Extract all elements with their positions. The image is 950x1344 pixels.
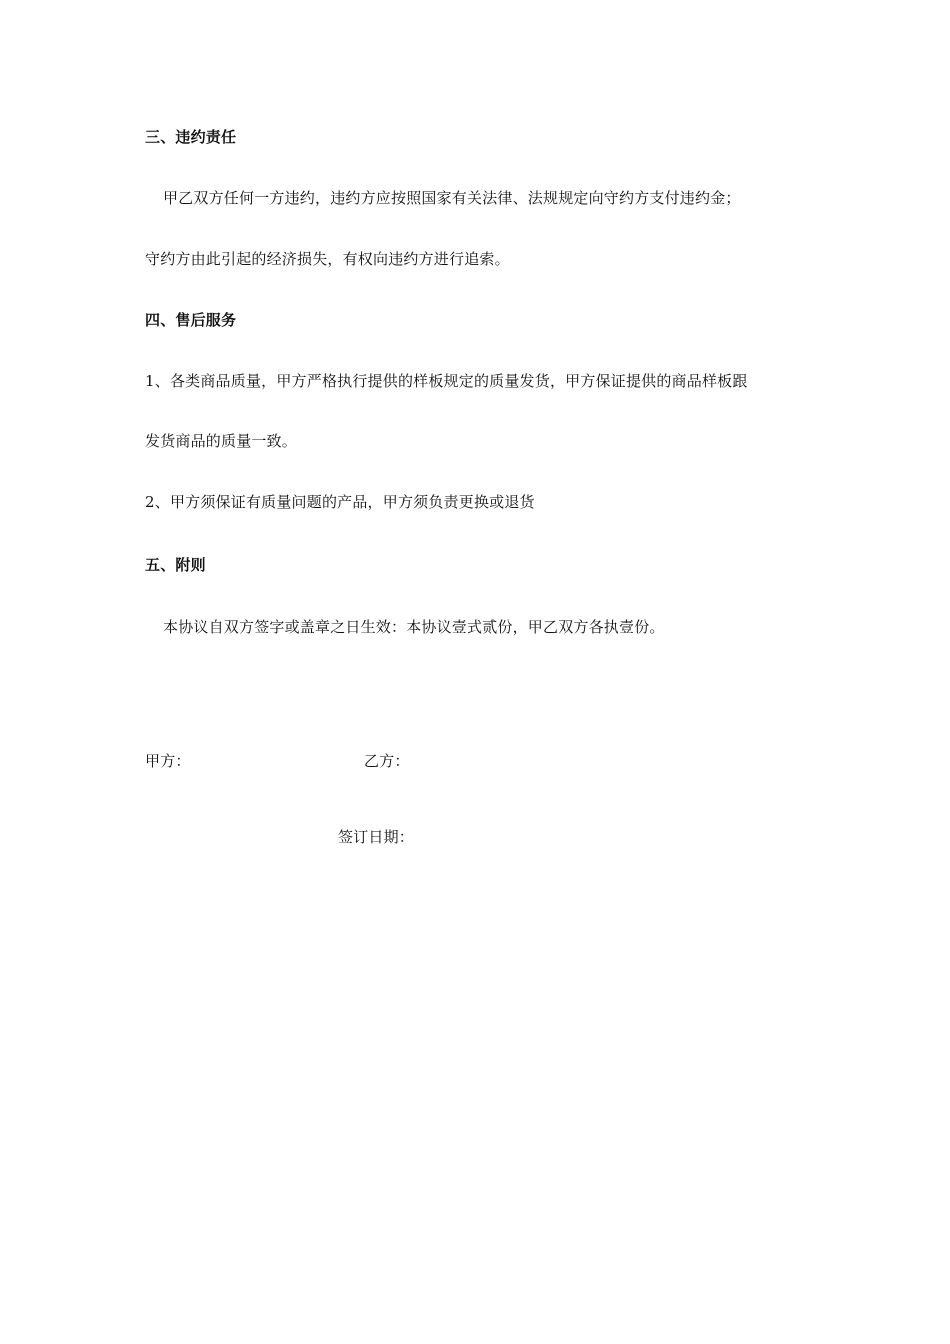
section-4-item-1-line-2: 发货商品的质量一致。 [145, 432, 298, 450]
section-4-heading: 四、售后服务 [145, 311, 237, 329]
sign-date-label: 签订日期： [338, 828, 415, 846]
party-a-signature-label: 甲方： [145, 752, 191, 770]
section-4-item-2: 2、甲方须保证有质量问题的产品，甲方须负责更换或退货 [145, 493, 535, 511]
section-3-heading: 三、违约责任 [145, 128, 237, 146]
section-3-paragraph-line-2: 守约方由此引起的经济损失，有权向违约方进行追索。 [145, 250, 510, 268]
party-b-signature-label: 乙方： [364, 752, 410, 770]
section-4-item-1-line-1: 1、各类商品质量，甲方严格执行提供的样板规定的质量发货，甲方保证提供的商品样板跟 [145, 372, 748, 390]
section-5-heading: 五、附则 [145, 556, 206, 574]
section-3-paragraph-line-1: 甲乙双方任何一方违约，违约方应按照国家有关法律、法规规定向守约方支付违约金； [163, 189, 741, 207]
section-5-paragraph: 本协议自双方签字或盖章之日生效：本协议壹式贰份，甲乙双方各执壹份。 [163, 618, 665, 636]
